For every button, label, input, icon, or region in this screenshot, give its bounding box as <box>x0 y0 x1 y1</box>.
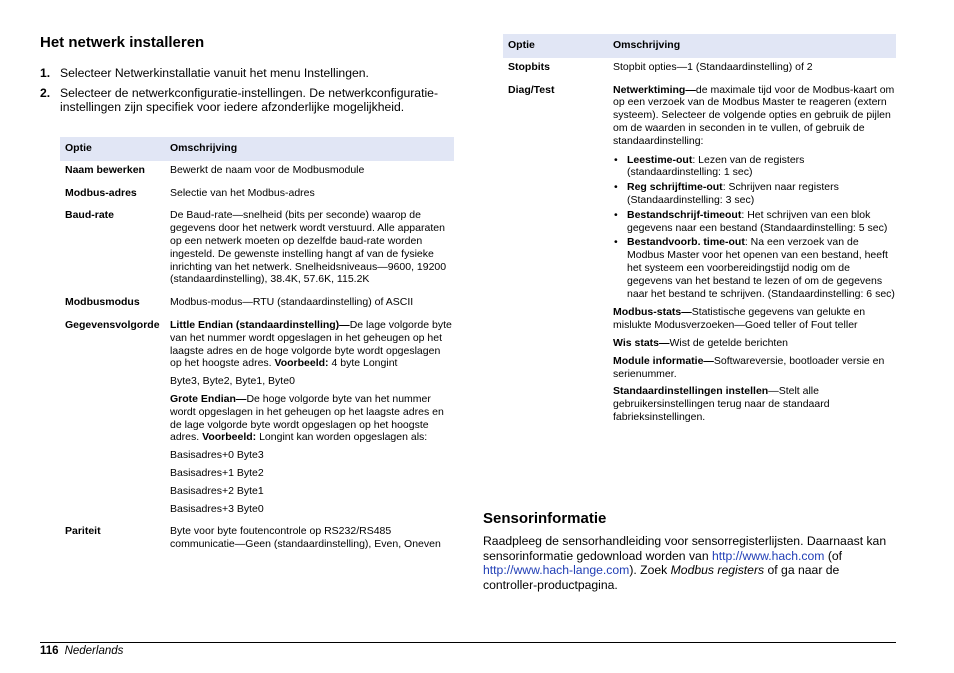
table-header-row <box>60 137 454 161</box>
bullet-text: : Na een verzoek van de Modbus Master voor het openen van een bestand, heeft het systeem een voorbereidingstijd nodig om de gegevens van het bestand te lezen of om de gegevens naar het bestand te schrijven. (Standaardinstelling: 6 sec) <box>627 236 895 300</box>
list-item <box>613 236 896 300</box>
module-title: Module informatie— <box>613 354 714 367</box>
base-address-line: Basisadres+3 Byte0 <box>170 502 264 515</box>
option-description: Byte voor byte foutencontrole op RS232/RS485 communicatie—Geen (standaardinstelling), Even, Oneven <box>170 525 441 551</box>
option-description: Bewerkt de naam voor de Modbusmodule <box>170 163 365 176</box>
header-omschrijving: Omschrijving <box>170 137 454 161</box>
step-list <box>40 66 454 120</box>
wis-text: Wist de getelde berichten <box>669 336 788 349</box>
option-name: Diag/Test <box>508 83 555 96</box>
sensor-text: Raadpleeg de sensorhandleiding voor sensorregisterlijsten. Daarnaast kan sensorinformatie gedownload worden van <box>483 534 887 563</box>
option-name: Baud-rate <box>65 209 115 222</box>
section-heading-network: Het netwerk installeren <box>40 34 205 51</box>
header-optie: Optie <box>503 34 613 58</box>
list-item <box>613 154 896 180</box>
step-number: 2. <box>40 86 51 100</box>
sensor-text: of ga naar de controller-productpagina. <box>483 563 840 592</box>
module-paragraph <box>613 355 896 381</box>
big-endian-paragraph <box>170 393 454 444</box>
options-table-right <box>503 34 896 431</box>
step-text: Selecteer de netwerkconfiguratie-instellingen. De netwerkconfiguratie-instellingen zijn specifiek voor iedere afzonderlijke mogelijkheid. <box>60 86 439 114</box>
big-endian-example: Longint kan worden opgeslagen als: <box>256 431 428 444</box>
sensor-paragraph <box>483 534 896 592</box>
section-heading-sensor: Sensorinformatie <box>483 510 607 527</box>
table-row <box>503 81 896 431</box>
option-name: Gegevensvolgorde <box>65 318 160 331</box>
table-header-row <box>503 34 896 58</box>
example-label: Voorbeeld: <box>202 431 257 444</box>
step-item <box>40 66 454 80</box>
hach-lange-link[interactable]: http://www.hach-lange.com <box>483 563 630 577</box>
bullet-title: Bestandschrijf-timeout <box>627 208 742 221</box>
timing-paragraph <box>613 84 896 148</box>
timeout-list <box>613 154 896 301</box>
step-item <box>40 86 454 114</box>
bullet-text: : Het schrijven van een blok gegevens naar een bestand (Standaardinstelling: 5 sec) <box>627 208 888 234</box>
option-description: De Baud-rate—snelheid (bits per seconde) waarop de gegevens door het netwerk wordt verstuurd. Alle apparaten op een netwerk moeten op dezelfde baud-rate worden ingesteld. De gewenste instelling hangt af van de fysieke inrichting van het netwerk. Snelheidsniveaus—9600, 19200 (standaardinstelling), 38.4K, 57.6K, 115.2K <box>170 209 447 286</box>
page-number: 116 <box>40 645 59 657</box>
option-name: Pariteit <box>65 525 101 538</box>
defaults-paragraph <box>613 385 896 423</box>
table-row <box>60 184 454 207</box>
bullet-title: Leestime-out <box>627 153 693 166</box>
bullet-text: : Schrijven naar registers (Standaardinstelling: 3 sec) <box>627 181 839 206</box>
stats-title: Modbus-stats— <box>613 306 692 319</box>
sensor-text: ). Zoek <box>629 563 671 577</box>
little-endian-example: 4 byte Longint <box>328 357 398 370</box>
little-endian-paragraph <box>170 319 454 370</box>
big-endian-text: De hoge volgorde byte van het nummer wordt opgeslagen in het geheugen op het laagste adres en de lage volgorde byte wordt opgeslagen op het hoogste adres. <box>170 392 444 444</box>
page-footer <box>40 642 896 657</box>
little-endian-bytes: Byte3, Byte2, Byte1, Byte0 <box>170 375 295 388</box>
table-row <box>60 522 454 558</box>
wis-title: Wis stats— <box>613 336 670 349</box>
step-number: 1. <box>40 66 51 80</box>
list-item <box>613 181 896 207</box>
bullet-title: Bestandvoorb. time-out <box>627 236 745 249</box>
option-description: Stopbit opties—1 (Standaardinstelling) of 2 <box>613 60 813 73</box>
list-item <box>613 209 896 235</box>
option-name: Modbusmodus <box>65 296 140 309</box>
timing-title: Netwerktiming— <box>613 83 696 96</box>
bullet-text: : Lezen van de registers (standaardinstelling: 1 sec) <box>627 153 805 179</box>
option-name: Naam bewerken <box>65 163 145 176</box>
hach-link[interactable]: http://www.hach.com <box>712 548 825 563</box>
option-description <box>613 81 896 431</box>
option-description <box>170 316 454 522</box>
table-row <box>503 58 896 81</box>
header-omschrijving: Omschrijving <box>613 34 896 58</box>
options-table-left <box>60 137 454 558</box>
sensor-text: (of <box>824 548 843 563</box>
stats-text: Statistische gegevens van gelukte en mislukte Modusverzoeken—Goed teller of Fout teller <box>613 306 866 332</box>
defaults-text: —Stelt alle gebruikersinstellingen terug naar de standaard fabrieksinstellingen. <box>613 385 830 423</box>
bullet-title: Reg schrijftime-out <box>627 181 723 194</box>
sensor-emphasis: Modbus registers <box>670 563 765 577</box>
stats-paragraph <box>613 306 896 332</box>
table-row <box>60 316 454 522</box>
little-endian-title: Little Endian (standaardinstelling)— <box>170 318 350 331</box>
option-name: Stopbits <box>508 60 550 73</box>
base-address-line: Basisadres+2 Byte1 <box>170 484 264 497</box>
header-optie: Optie <box>60 137 170 161</box>
big-endian-title: Grote Endian— <box>170 392 247 405</box>
module-text: Softwareversie, bootloader versie en serienummer. <box>613 354 885 380</box>
option-name: Modbus-adres <box>65 186 137 199</box>
option-description: Selectie van het Modbus-adres <box>170 186 315 199</box>
example-label: Voorbeeld: <box>274 357 329 370</box>
option-description: Modbus-modus—RTU (standaardinstelling) of ASCII <box>170 296 414 309</box>
defaults-title: Standaardinstellingen instellen <box>613 385 769 398</box>
footer-language: Nederlands <box>64 645 124 657</box>
step-text: Selecteer Netwerkinstallatie vanuit het menu Instellingen. <box>60 66 369 80</box>
table-row <box>60 161 454 184</box>
wis-paragraph <box>613 337 896 350</box>
little-endian-text: De lage volgorde byte van het nummer wordt opgeslagen in het geheugen op het laagste adres en de hoge volgorde byte wordt opgeslagen op het hoogste adres. <box>170 318 452 370</box>
table-row <box>60 293 454 316</box>
base-address-line: Basisadres+0 Byte3 <box>170 449 264 462</box>
table-row <box>60 206 454 293</box>
timing-text: de maximale tijd voor de Modbus-kaart om op een verzoek van de Modbus Master te reageren (extern systeem). Selecteer de volgende opties en gebruik de pijlen om de waarden in seconden in te vullen, of gebruik de standaardinstelling: <box>613 83 895 147</box>
base-address-line: Basisadres+1 Byte2 <box>170 466 264 479</box>
